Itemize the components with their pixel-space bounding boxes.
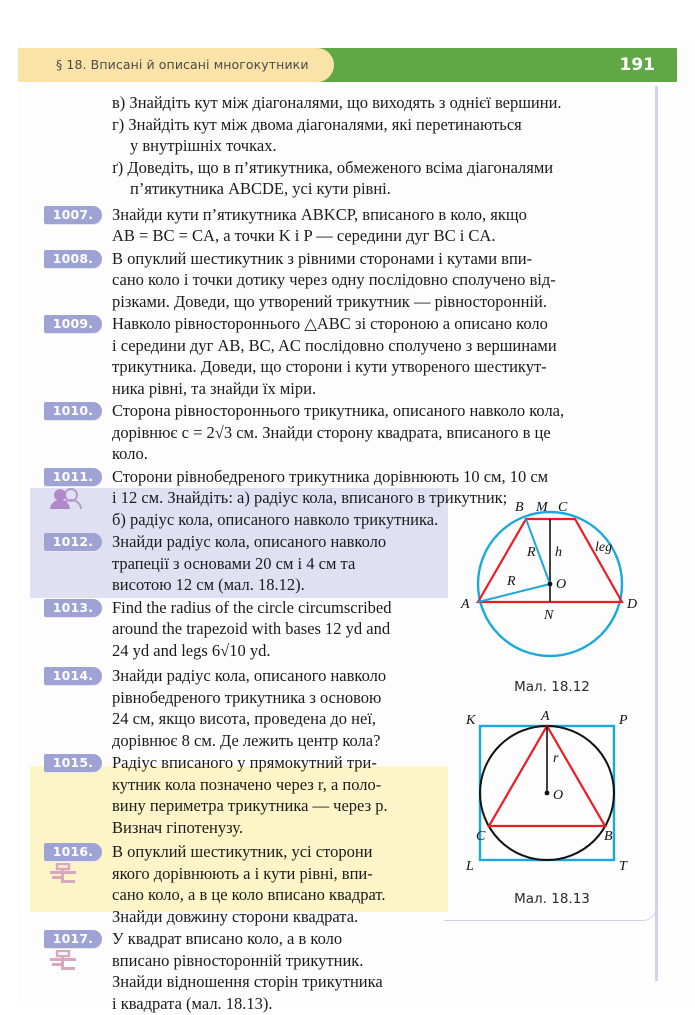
intro-item-g: [112, 114, 633, 136]
problem-1013: [30, 597, 448, 662]
figure-18-12: [452, 492, 652, 695]
problem-number-badge[interactable]: 1008.: [44, 250, 102, 268]
problem-line: around the trapezoid with bases 12 yd and: [112, 619, 391, 638]
intro-marker-g: г): [112, 114, 125, 134]
problem-1012: [30, 531, 448, 596]
problem-line: Сторони рівнобедреного трикутника дорівнюють 10 см, 10 см: [112, 466, 549, 486]
problem-body: [112, 841, 448, 927]
label-N: N: [544, 608, 554, 623]
figure-18-13-drawing: [452, 704, 652, 889]
problem-line: дорівнює c = 2√3 см. Знайди сторону квадрата, вписаного в це: [112, 422, 551, 442]
figure-18-12-drawing: [452, 492, 652, 677]
label-D: D: [627, 597, 638, 612]
problem-line: Знайди кути п’ятикутника ABKCP, вписаного в коло, якщо: [112, 204, 527, 224]
problem-line: Сторона рівностороннього трикутника, описаного навколо кола,: [112, 401, 565, 420]
problem-body: [112, 597, 448, 662]
problem-number-badge[interactable]: 1009.: [44, 315, 102, 333]
problem-line: вину периметра трикутника — через p.: [112, 796, 388, 815]
problem-number-badge[interactable]: 1007.: [44, 206, 102, 224]
problem-1014: [30, 665, 448, 751]
problem-1007: [30, 204, 655, 247]
problem-line: 24 см, якщо висота, проведена до неї,: [112, 709, 377, 728]
problem-line: сано коло, а в це коло вписано квадрат.: [112, 885, 386, 904]
problem-line: В опуклий шестикутник, усі сторони: [112, 842, 373, 861]
intro-text-v: Знайдіть кут між діагоналями, що виходять з однієї вершини.: [129, 93, 562, 112]
problem-number-badge[interactable]: 1017.: [44, 930, 102, 948]
problem-gutter: [30, 204, 112, 224]
problem-line: Визнач гіпотенузу.: [112, 817, 243, 837]
intro-text-gg: Доведіть, що в п’ятикутника, обмеженого всіма діагоналями: [127, 157, 554, 177]
figure-18-12-caption: Мал. 18.12: [514, 679, 590, 695]
problem-line: ника рівні, та знайди їх міри.: [112, 378, 317, 398]
problem-gutter: [30, 928, 112, 948]
problem-line: сано коло і точки дотику через одну послідовно сполучено від-: [112, 270, 556, 289]
problem-gutter: [30, 313, 112, 333]
intro-item-v: [112, 92, 633, 114]
problem-1015: [30, 752, 448, 838]
page-number: 191: [619, 55, 655, 75]
intro-text-g: Знайдіть кут між двома діагоналями, які перетинаються: [128, 114, 522, 134]
problem-line: вписано рівносторонній трикутник.: [112, 950, 364, 970]
figure-18-13-caption: Мал. 18.13: [514, 891, 590, 907]
problem-line: Знайди радіус кола, описаного навколо: [112, 532, 387, 551]
problem-number-badge[interactable]: 1011.: [44, 468, 102, 486]
problem-line: В опуклий шестикутник з рівними сторонами і кутами впи-: [112, 248, 533, 268]
problem-1008: [30, 248, 655, 313]
problem-line: Знайди радіус кола, описаного навколо: [112, 666, 387, 685]
book-icon: [48, 950, 78, 974]
problem-number-badge[interactable]: 1012.: [44, 533, 102, 551]
problem-line: б) радіус кола, описаного навколо трикутника.: [112, 509, 439, 529]
intro-marker-gg: ґ): [112, 157, 124, 177]
figure-18-13: [452, 704, 652, 907]
problem-gutter: [30, 400, 112, 420]
problem-body: [112, 752, 448, 838]
problem-line: Find the radius of the circle circumscribed: [112, 597, 392, 617]
problem-1017: [30, 928, 448, 1014]
label-B: B: [604, 829, 613, 844]
problem-line: дорівнює 8 см. Де лежить центр кола?: [112, 730, 381, 750]
label-R-lower: R: [507, 574, 516, 589]
label-K: K: [466, 713, 476, 728]
problem-line: 24 yd and legs 6√10 yd.: [112, 640, 271, 660]
pair-work-icon: [48, 488, 82, 510]
problem-line: коло.: [112, 444, 148, 463]
label-C: C: [476, 829, 486, 844]
problem-body: [112, 531, 448, 596]
problem-body: [112, 204, 655, 247]
label-O: O: [553, 788, 564, 803]
problem-gutter: [30, 248, 112, 268]
problem-body: [112, 248, 655, 313]
problem-line: і середини дуг AB, BC, AC послідовно сполучено з вершинами: [112, 335, 557, 355]
problem-gutter: [30, 752, 112, 772]
problem-line: висотою 12 см (мал. 18.12).: [112, 575, 305, 594]
problem-line: трапеції з основами 20 см і 4 см та: [112, 553, 356, 573]
problem-gutter: [30, 841, 112, 861]
label-M: M: [536, 500, 548, 515]
label-L: L: [466, 859, 474, 874]
problem-line: і квадрата (мал. 18.13).: [112, 993, 273, 1013]
problem-line: рівнобедреного трикутника з основою: [112, 687, 382, 707]
problem-number-badge[interactable]: 1016.: [44, 843, 102, 861]
intro-item-gg-line2: п’ятикутника ABCDE, усі кути рівні.: [130, 179, 391, 198]
narrow-column: [30, 531, 448, 1014]
label-O: O: [556, 577, 567, 592]
problem-line: Знайди відношення сторін трикутника: [112, 972, 383, 991]
label-A: A: [461, 597, 470, 612]
center-point-O: [545, 791, 550, 796]
problem-1009: [30, 313, 655, 399]
center-point-O: [548, 582, 553, 587]
problem-gutter: [30, 597, 112, 617]
problem-number-badge[interactable]: 1014.: [44, 667, 102, 685]
problem-line: У квадрат вписано коло, а в коло: [112, 929, 343, 948]
problem-line: трикутника. Доведи, що сторони і кути утвореного шестикут-: [112, 357, 547, 376]
label-C: C: [558, 500, 568, 515]
problem-line: кутник кола позначено через r, а поло-: [112, 774, 382, 794]
label-h: h: [555, 545, 562, 560]
problem-line: Знайди довжину сторони квадрата.: [112, 906, 359, 926]
page-left-margin: [0, 0, 18, 1006]
page-top-margin: [0, 0, 695, 40]
label-T: T: [619, 859, 627, 874]
problem-number-badge[interactable]: 1010.: [44, 402, 102, 420]
problem-number-badge[interactable]: 1015.: [44, 754, 102, 772]
intro-item-gg: [112, 157, 633, 179]
label-r: r: [553, 751, 559, 766]
problem-gutter: [30, 531, 112, 551]
intro-item-g-line2: у внутрішніх точках.: [130, 136, 277, 155]
problem-line: різками. Доведи, що утворений трикутник — рівносторонній.: [112, 291, 547, 311]
problem-gutter: [30, 466, 112, 486]
problem-body: [112, 313, 655, 399]
right-vertical-rule: [655, 86, 658, 981]
intro-list: [30, 92, 655, 200]
label-R-upper: R: [527, 545, 536, 560]
label-A: A: [541, 709, 550, 724]
problem-1016: [30, 841, 448, 927]
problem-line: Навколо рівностороннього △ABC зі стороною a описано коло: [112, 314, 548, 333]
section-title: § 18. Вписані й описані многокутники: [56, 57, 309, 72]
book-icon: [48, 863, 78, 887]
label-leg: leg: [595, 540, 613, 555]
problem-body: [112, 400, 655, 465]
problem-line: Радіус вписаного у прямокутний три-: [112, 753, 377, 772]
problem-line: AB = BC = CA, а точки K і P — середини дуг BC і CA.: [112, 226, 496, 245]
problem-line: і 12 см. Знайдіть: а) радіус кола, вписаного в трикутник;: [112, 488, 508, 507]
problem-number-badge[interactable]: 1013.: [44, 599, 102, 617]
label-P: P: [619, 713, 628, 728]
intro-marker-v: в): [112, 93, 126, 112]
label-B: B: [515, 500, 524, 515]
running-head: [18, 48, 677, 82]
problem-1010: [30, 400, 655, 465]
problem-gutter: [30, 665, 112, 685]
problem-body: [112, 665, 448, 751]
problem-line: якого дорівнюють a і кути рівні, впи-: [112, 863, 373, 883]
problem-body: [112, 928, 448, 1014]
